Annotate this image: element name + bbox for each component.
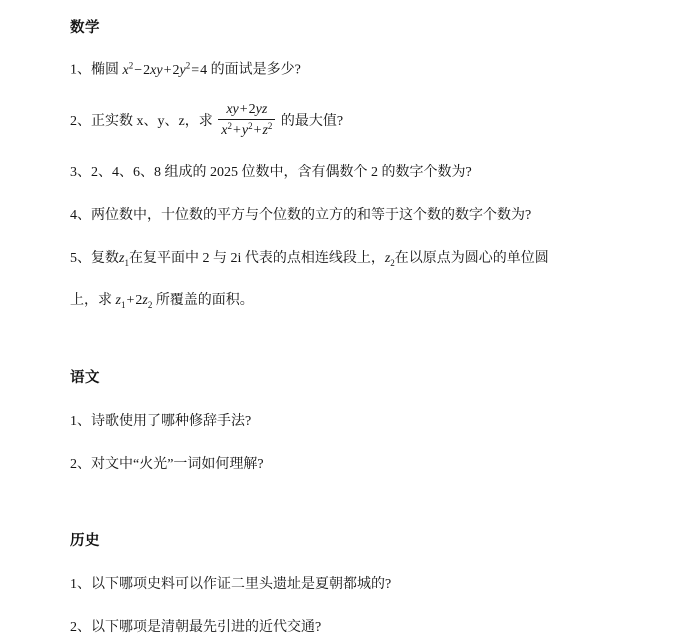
math-question-2 (70, 103, 641, 140)
fraction-denominator: $x^2+y^2+z^2$ (221, 120, 273, 138)
section-history (70, 529, 641, 638)
section-math (70, 16, 641, 312)
math-question-5-line-2 (70, 290, 641, 312)
math-variable-z2: z (384, 250, 391, 266)
math-question-1-suffix: 的面试是多少? (210, 62, 301, 78)
math-question-1-expression: $x^2-2xy+2y^2=4$ (122, 60, 208, 78)
math-question-2-prefix: 2、正实数 x、y、z，求 (70, 113, 213, 129)
chinese-question-1: 1、诗歌使用了哪种修辞手法? (70, 414, 252, 430)
math-question-5-line2-prefix: 上，求 (70, 293, 112, 309)
math-question-5-prefix: 5、复数 (70, 250, 119, 266)
section-gap-2 (70, 475, 641, 501)
math-question-5-mid: 在复平面中 2 与 2i 代表的点相连线段上， (128, 250, 385, 266)
math-question-5-line-1: 5、复数$z_1$在复平面中 2 与 2i 代表的点相连线段上，$z_2$在以原点为圆心的单位圆 (70, 250, 549, 268)
math-question-2-fraction (218, 102, 275, 139)
fraction-numerator: xy+2yz (218, 102, 275, 120)
math-question-3: 3、2、4、6、8 组成的 2025 位数中，含有偶数个 2 的数字个数为? (70, 164, 472, 180)
math-question-4: 4、两位数中，十位数的平方与个位数的立方的和等于这个数的数字个数为? (70, 207, 532, 223)
section-title-chinese: 语文 (70, 370, 100, 387)
math-question-5-end: 在以原点为圆心的单位圆 (394, 250, 549, 266)
math-question-1 (70, 59, 641, 81)
history-question-1: 1、以下哪项史料可以作证二里头遗址是夏朝都城的? (70, 577, 392, 593)
section-gap-1 (70, 312, 641, 338)
section-chinese (70, 366, 641, 475)
math-question-5-expression: $z_1+2z_2$ (115, 293, 153, 310)
math-variable-z1: z (119, 250, 125, 266)
section-title-history: 历史 (70, 533, 100, 550)
math-question-2-suffix: 的最大值? (280, 113, 344, 129)
history-question-2: 2、以下哪项是清朝最先引进的近代交通? (70, 620, 322, 636)
chinese-question-2: 2、对文中“火光”一词如何理解? (70, 457, 264, 473)
section-title-math: 数学 (70, 20, 100, 36)
math-question-1-prefix: 1、椭圆 (70, 62, 119, 78)
math-question-5-line2-end: 所覆盖的面积。 (155, 293, 254, 309)
